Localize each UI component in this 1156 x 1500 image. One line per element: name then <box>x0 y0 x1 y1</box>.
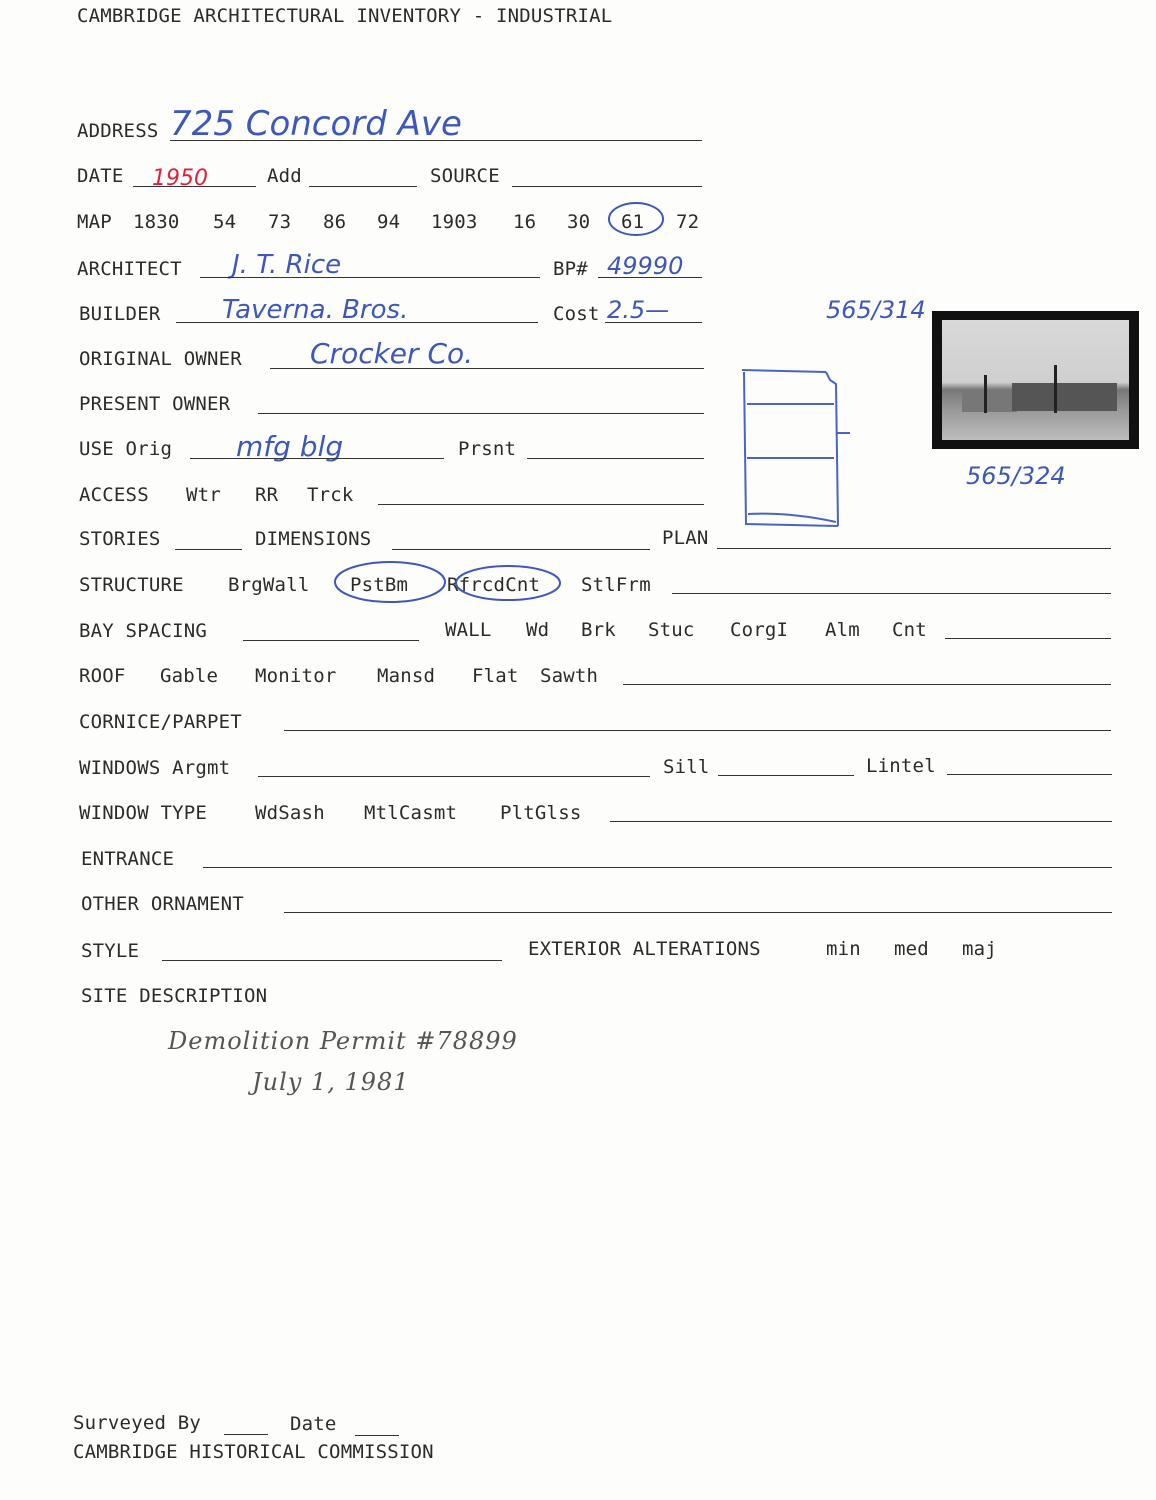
date-value: 1950 <box>152 166 208 191</box>
photo-ref-top: 565/314 <box>826 296 926 324</box>
form-title: CAMBRIDGE ARCHITECTURAL INVENTORY - INDUSTRIAL <box>77 5 613 27</box>
plan-sketch <box>742 370 850 526</box>
builder-value: Taverna. Bros. <box>222 295 409 325</box>
photo-ref-bottom: 565/324 <box>966 462 1066 490</box>
structure-pstbm: PstBm <box>350 574 409 596</box>
original-owner-label: ORIGINAL OWNER <box>79 348 242 370</box>
cost-value: 2.5— <box>607 296 670 324</box>
wall-cnt: Cnt <box>892 619 927 641</box>
wall-stuc: Stuc <box>648 619 695 641</box>
map-year-16: 16 <box>513 211 537 233</box>
structure-stlfrm: StlFrm <box>581 574 651 596</box>
use-prsnt-label: Prsnt <box>458 438 517 460</box>
stories-label: STORIES <box>79 528 161 550</box>
demolition-permit-note: Demolition Permit #78899 <box>168 1027 518 1055</box>
access-wtr: Wtr <box>186 484 221 506</box>
access-label: ACCESS <box>79 484 149 506</box>
roof-monitor: Monitor <box>255 665 337 687</box>
present-owner-label: PRESENT OWNER <box>79 393 231 415</box>
window-type-mtlcasmt: MtlCasmt <box>364 802 458 824</box>
entrance-label: ENTRANCE <box>81 848 175 870</box>
window-type-label: WINDOW TYPE <box>79 802 208 824</box>
structure-brgwall: BrgWall <box>228 574 310 596</box>
bp-label: BP# <box>553 258 588 280</box>
map-label: MAP <box>77 211 112 233</box>
map-year-54: 54 <box>213 211 237 233</box>
style-label: STYLE <box>81 940 140 962</box>
pstbm-circle <box>335 562 445 602</box>
original-owner-value: Crocker Co. <box>310 337 474 370</box>
window-type-pltglss: PltGlss <box>500 802 582 824</box>
access-trck: Trck <box>307 484 354 506</box>
map-year-73: 73 <box>268 211 292 233</box>
map-year-61: 61 <box>621 211 645 233</box>
roof-flat: Flat <box>472 665 519 687</box>
footer-date-line <box>355 1435 399 1436</box>
use-orig-value: mfg blg <box>236 430 344 463</box>
cornice-label: CORNICE/PARPET <box>79 711 242 733</box>
architect-value: J. T. Rice <box>232 250 342 280</box>
structure-label: STRUCTURE <box>79 574 184 596</box>
site-description-label: SITE DESCRIPTION <box>81 985 268 1007</box>
plan-label: PLAN <box>662 527 709 549</box>
structure-rfrcdcnt: RfrcdCnt <box>447 574 541 596</box>
alteration-maj: maj <box>962 938 997 960</box>
rfrcdcnt-circle <box>456 566 560 600</box>
lintel-label: Lintel <box>866 755 936 777</box>
other-ornament-label: OTHER ORNAMENT <box>81 893 244 915</box>
window-type-wdsash: WdSash <box>255 802 325 824</box>
surveyed-by-label: Surveyed By <box>73 1412 202 1434</box>
roof-sawth: Sawth <box>540 665 599 687</box>
source-label: SOURCE <box>430 165 500 187</box>
wall-corgi: CorgI <box>730 619 789 641</box>
builder-label: BUILDER <box>79 303 161 325</box>
map-year-72: 72 <box>676 211 700 233</box>
wall-label: WALL <box>445 619 492 641</box>
windows-argmt-label: WINDOWS Argmt <box>79 757 231 779</box>
alteration-med: med <box>894 938 929 960</box>
sill-label: Sill <box>663 756 710 778</box>
address-value: 725 Concord Ave <box>170 104 462 144</box>
alteration-min: min <box>826 938 861 960</box>
roof-mansd: Mansd <box>377 665 436 687</box>
wall-wd: Wd <box>526 619 550 641</box>
exterior-alterations-label: EXTERIOR ALTERATIONS <box>528 938 761 960</box>
footer-date-label: Date <box>290 1413 337 1435</box>
dimensions-label: DIMENSIONS <box>255 528 372 550</box>
map-year-30: 30 <box>567 211 591 233</box>
roof-gable: Gable <box>160 665 219 687</box>
bp-value: 49990 <box>607 252 684 280</box>
map-year-1903: 1903 <box>431 211 478 233</box>
architect-label: ARCHITECT <box>77 258 182 280</box>
cost-label: Cost <box>553 303 600 325</box>
roof-label: ROOF <box>79 665 126 687</box>
map-year-94: 94 <box>377 211 401 233</box>
map-61-circle <box>609 203 663 235</box>
commission-label: CAMBRIDGE HISTORICAL COMMISSION <box>73 1441 434 1463</box>
add-label: Add <box>267 165 302 187</box>
map-year-1830: 1830 <box>133 211 180 233</box>
wall-brk: Brk <box>581 619 616 641</box>
date-label: DATE <box>77 165 124 187</box>
map-year-86: 86 <box>323 211 347 233</box>
wall-alm: Alm <box>825 619 860 641</box>
address-label: ADDRESS <box>77 120 159 142</box>
surveyed-by-line <box>224 1434 268 1435</box>
bay-spacing-label: BAY SPACING <box>79 620 208 642</box>
use-orig-label: USE Orig <box>79 438 173 460</box>
access-rr: RR <box>255 484 279 506</box>
demolition-date-note: July 1, 1981 <box>252 1068 410 1096</box>
